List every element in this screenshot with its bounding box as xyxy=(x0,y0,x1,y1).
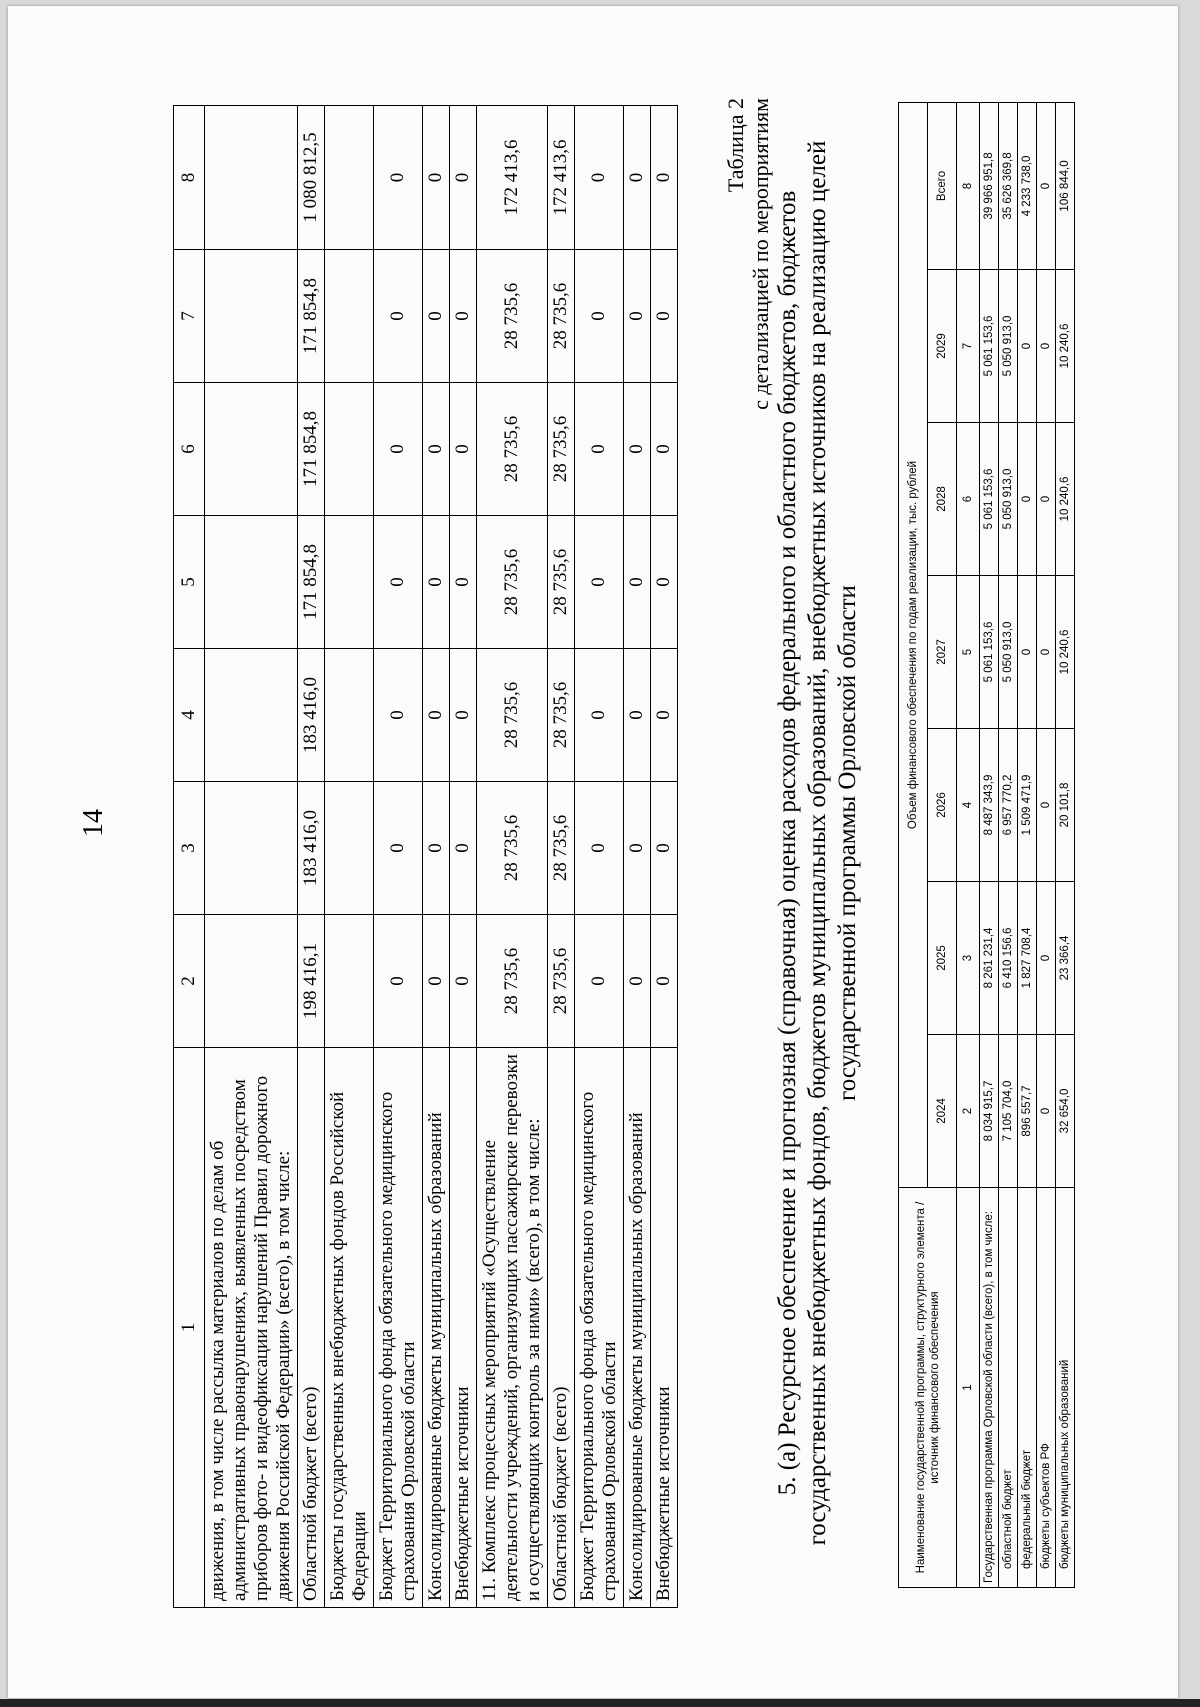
value-cell: 28 735,6 xyxy=(548,383,575,516)
value-cell: 0 xyxy=(624,516,651,649)
row-label: 11. Комплекс процессных мероприятий «Осуществление деятельности учреждений, организующих пассажирские перевозки и осуществляющих контроль за ними» (всего), в том числе: xyxy=(477,1048,548,1608)
value-cell: 5 050 913,0 xyxy=(999,270,1018,423)
value-cell: 171 854,8 xyxy=(298,383,325,516)
table-row xyxy=(624,106,651,1608)
value-cell: 28 735,6 xyxy=(477,383,548,516)
value-cell: 0 xyxy=(651,383,678,516)
value-cell: 0 xyxy=(575,649,624,782)
value-cell: 1 827 708,4 xyxy=(1018,882,1037,1035)
rotated-page-content xyxy=(8,6,1178,1698)
row-label: федеральный бюджет xyxy=(1018,1188,1037,1588)
value-cell: 0 xyxy=(624,383,651,516)
year-header: 2028 xyxy=(928,423,957,576)
value-cell: 0 xyxy=(374,250,423,383)
table-row xyxy=(205,106,298,1608)
value-cell: 0 xyxy=(1037,423,1056,576)
value-cell: 28 735,6 xyxy=(548,915,575,1048)
value-cell: 172 413,6 xyxy=(477,106,548,250)
value-cell: 6 410 156,6 xyxy=(999,882,1018,1035)
table-row xyxy=(980,102,999,1587)
value-cell: 4 233 738,0 xyxy=(1018,102,1037,269)
value-cell: 0 xyxy=(651,915,678,1048)
value-cell: 0 xyxy=(423,915,450,1048)
table-row xyxy=(298,106,325,1608)
value-cell: 0 xyxy=(374,383,423,516)
table-row xyxy=(575,106,624,1608)
table-label: Таблица 2 xyxy=(723,98,748,193)
document-page xyxy=(8,6,1178,1698)
year-header: 2025 xyxy=(928,882,957,1035)
value-cell: 5 061 153,6 xyxy=(980,270,999,423)
value-cell: 0 xyxy=(575,383,624,516)
value-cell xyxy=(205,782,298,915)
value-cell: 8 487 343,9 xyxy=(980,729,999,882)
table-header-row xyxy=(174,106,205,1608)
value-cell: 0 xyxy=(374,649,423,782)
value-cell xyxy=(205,915,298,1048)
value-cell xyxy=(205,250,298,383)
row-label: бюджеты муниципальных образований xyxy=(1056,1188,1075,1588)
value-cell xyxy=(325,649,374,782)
value-cell: 0 xyxy=(575,250,624,383)
table-row xyxy=(423,106,450,1608)
value-cell: 28 735,6 xyxy=(548,649,575,782)
value-cell xyxy=(205,106,298,250)
value-cell xyxy=(325,782,374,915)
value-cell: 0 xyxy=(651,106,678,250)
section-title: 5. (а) Ресурсное обеспечение и прогнозная (справочная) оценка расходов федерального и областного бюджетов, бюджетов государственных внебюджетных фондов, бюджетов муниципальных образований, внебюджетных источников на реализацию целей государственной программы Орловской области xyxy=(774,140,861,1546)
value-cell: 23 366,4 xyxy=(1056,882,1075,1035)
value-cell: 28 735,6 xyxy=(477,516,548,649)
column-header: 3 xyxy=(174,782,205,915)
table-row xyxy=(374,106,423,1608)
expenditure-table xyxy=(173,105,678,1608)
column-header: 8 xyxy=(174,106,205,250)
value-cell: 0 xyxy=(450,516,477,649)
value-cell: 0 xyxy=(575,915,624,1048)
value-cell: 0 xyxy=(651,516,678,649)
value-cell: 0 xyxy=(651,782,678,915)
table-row xyxy=(1037,102,1056,1587)
index-cell: 3 xyxy=(957,882,980,1035)
value-cell xyxy=(325,915,374,1048)
value-cell: 5 050 913,0 xyxy=(999,423,1018,576)
row-label: Внебюджетные источники xyxy=(450,1048,477,1608)
table-row xyxy=(1018,102,1037,1587)
value-cell: 198 416,1 xyxy=(298,915,325,1048)
value-cell: 0 xyxy=(651,649,678,782)
row-label: Областной бюджет (всего) xyxy=(298,1048,325,1608)
value-cell: 0 xyxy=(1037,882,1056,1035)
scan-edge xyxy=(0,1699,1200,1707)
value-cell: 0 xyxy=(423,106,450,250)
value-cell: 896 557,7 xyxy=(1018,1035,1037,1188)
value-cell: 0 xyxy=(450,782,477,915)
table-row xyxy=(999,102,1018,1587)
value-cell: 0 xyxy=(374,915,423,1048)
index-row xyxy=(957,102,980,1587)
row-label: областной бюджет xyxy=(999,1188,1018,1588)
year-header: Всего xyxy=(928,102,957,269)
value-cell: 171 854,8 xyxy=(298,516,325,649)
value-cell: 0 xyxy=(450,649,477,782)
row-label: Государственная программа Орловской области (всего), в том числе: xyxy=(980,1188,999,1588)
value-cell: 28 735,6 xyxy=(477,250,548,383)
value-cell: 28 735,6 xyxy=(477,915,548,1048)
value-cell xyxy=(205,516,298,649)
value-cell xyxy=(205,649,298,782)
value-cell: 0 xyxy=(1018,576,1037,729)
value-cell: 1 509 471,9 xyxy=(1018,729,1037,882)
value-cell: 28 735,6 xyxy=(548,250,575,383)
table-header-row xyxy=(899,102,928,1587)
value-cell: 0 xyxy=(575,106,624,250)
value-cell: 28 735,6 xyxy=(477,649,548,782)
value-cell: 10 240,6 xyxy=(1056,423,1075,576)
value-cell: 32 654,0 xyxy=(1056,1035,1075,1188)
column-header: 6 xyxy=(174,383,205,516)
value-cell: 183 416,0 xyxy=(298,782,325,915)
table-row xyxy=(651,106,678,1608)
value-cell xyxy=(325,383,374,516)
value-cell xyxy=(325,106,374,250)
value-cell: 0 xyxy=(1018,270,1037,423)
value-cell: 0 xyxy=(450,106,477,250)
value-cell: 0 xyxy=(423,649,450,782)
value-cell: 171 854,8 xyxy=(298,250,325,383)
table-row xyxy=(325,106,374,1608)
value-cell xyxy=(205,383,298,516)
table-row xyxy=(1056,102,1075,1587)
row-label: Бюджет Территориального фонда обязательного медицинского страхования Орловской области xyxy=(575,1048,624,1608)
page-number: 14 xyxy=(78,809,109,837)
index-cell: 7 xyxy=(957,270,980,423)
value-cell: 0 xyxy=(575,782,624,915)
value-cell: 6 957 770,2 xyxy=(999,729,1018,882)
row-label: Консолидированные бюджеты муниципальных образований xyxy=(624,1048,651,1608)
index-cell: 1 xyxy=(957,1188,980,1588)
value-cell: 8 034 915,7 xyxy=(980,1035,999,1188)
table-row xyxy=(477,106,548,1608)
value-cell: 5 061 153,6 xyxy=(980,576,999,729)
row-label: Бюджет Территориального фонда обязательного медицинского страхования Орловской области xyxy=(374,1048,423,1608)
value-cell: 39 966 951,8 xyxy=(980,102,999,269)
value-cell: 0 xyxy=(624,915,651,1048)
value-cell: 0 xyxy=(651,250,678,383)
value-cell: 0 xyxy=(374,782,423,915)
value-cell: 0 xyxy=(374,516,423,649)
value-cell: 7 105 704,0 xyxy=(999,1035,1018,1188)
index-cell: 5 xyxy=(957,576,980,729)
year-header: 2029 xyxy=(928,270,957,423)
name-column-header: Наименование государственной программы, структурного элемента / источник финансового обеспечения xyxy=(899,1188,957,1588)
row-label: Областной бюджет (всего) xyxy=(548,1048,575,1608)
year-header: 2027 xyxy=(928,576,957,729)
index-cell: 4 xyxy=(957,729,980,882)
value-cell: 28 735,6 xyxy=(548,516,575,649)
value-cell: 172 413,6 xyxy=(548,106,575,250)
value-cell: 0 xyxy=(624,649,651,782)
table-sublabel: с детализацией по мероприятиям xyxy=(748,98,773,410)
value-cell: 0 xyxy=(423,516,450,649)
value-cell: 8 261 231,4 xyxy=(980,882,999,1035)
column-header: 7 xyxy=(174,250,205,383)
value-cell: 28 735,6 xyxy=(548,782,575,915)
column-header: 1 xyxy=(174,1048,205,1608)
year-header: 2024 xyxy=(928,1035,957,1188)
value-cell: 0 xyxy=(450,915,477,1048)
value-cell: 10 240,6 xyxy=(1056,270,1075,423)
value-cell: 5 050 913,0 xyxy=(999,576,1018,729)
value-cell xyxy=(325,516,374,649)
value-cell: 0 xyxy=(1037,729,1056,882)
value-cell: 10 240,6 xyxy=(1056,576,1075,729)
table-row xyxy=(548,106,575,1608)
value-cell: 0 xyxy=(423,782,450,915)
value-cell xyxy=(325,250,374,383)
value-cell: 5 061 153,6 xyxy=(980,423,999,576)
value-cell: 0 xyxy=(624,782,651,915)
value-cell: 0 xyxy=(423,250,450,383)
index-cell: 6 xyxy=(957,423,980,576)
value-cell: 0 xyxy=(1037,1035,1056,1188)
value-cell: 0 xyxy=(575,516,624,649)
value-cell: 20 101,8 xyxy=(1056,729,1075,882)
index-cell: 2 xyxy=(957,1035,980,1188)
value-cell: 0 xyxy=(1037,270,1056,423)
column-header: 2 xyxy=(174,915,205,1048)
value-cell: 0 xyxy=(374,106,423,250)
value-cell: 0 xyxy=(1037,576,1056,729)
value-cell: 0 xyxy=(624,106,651,250)
table-row xyxy=(450,106,477,1608)
row-label: Консолидированные бюджеты муниципальных образований xyxy=(423,1048,450,1608)
column-header: 4 xyxy=(174,649,205,782)
value-cell: 0 xyxy=(1018,423,1037,576)
row-label: движения, в том числе рассылка материалов по делам об административных правонарушениях, выявленных посредством приборов фото- и видеофиксации нарушений Правил дорожного движения Российской Федерации» (всего), в том числе: xyxy=(205,1048,298,1608)
value-cell: 0 xyxy=(1037,102,1056,269)
year-header: 2026 xyxy=(928,729,957,882)
value-cell: 28 735,6 xyxy=(477,782,548,915)
value-cell: 0 xyxy=(423,383,450,516)
value-cell: 0 xyxy=(450,250,477,383)
index-cell: 8 xyxy=(957,102,980,269)
value-cell: 0 xyxy=(624,250,651,383)
value-cell: 106 844,0 xyxy=(1056,102,1075,269)
value-cell: 1 080 812,5 xyxy=(298,106,325,250)
row-label: Бюджеты государственных внебюджетных фондов Российской Федерации xyxy=(325,1048,374,1608)
column-header: 5 xyxy=(174,516,205,649)
value-cell: 35 626 369,8 xyxy=(999,102,1018,269)
row-label: бюджеты субъектов РФ xyxy=(1037,1188,1056,1588)
value-cell: 0 xyxy=(450,383,477,516)
group-column-header: Объем финансового обеспечения по годам реализации, тыс. рублей xyxy=(899,102,928,1187)
resource-table xyxy=(898,102,1075,1588)
value-cell: 183 416,0 xyxy=(298,649,325,782)
row-label: Внебюджетные источники xyxy=(651,1048,678,1608)
